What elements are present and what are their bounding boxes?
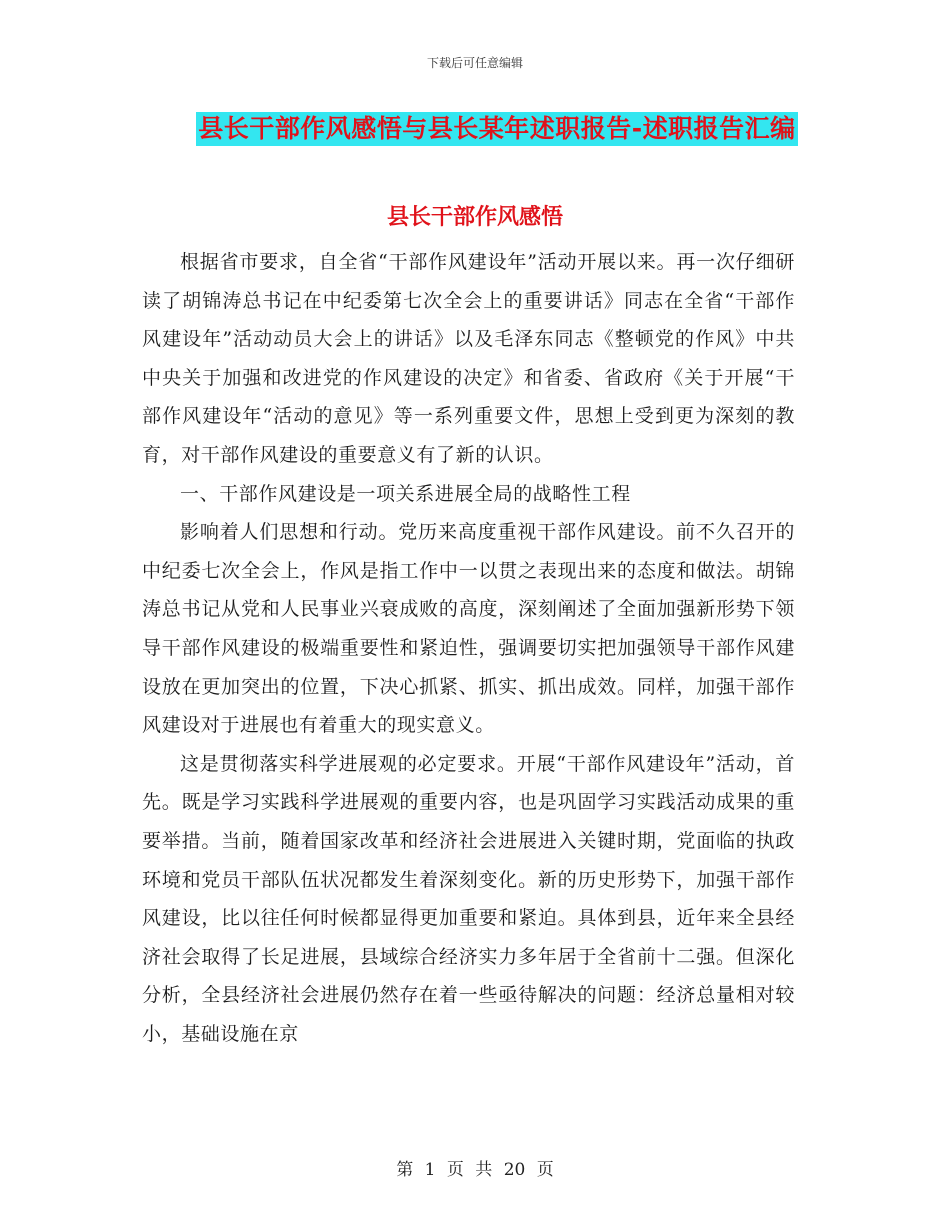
page-header-note: 下载后可任意编辑 [426, 56, 523, 70]
paragraph-3: 影响着人们思想和行动。党历来高度重视干部作风建设。前不久召开的中纪委七次全会上，作风是指工作中一以贯之表现出来的态度和做法。胡锦涛总书记从党和人民事业兴衰成败的高度，深刻阐述了全面加强新形势下领导干部作风建设的极端重要性和紧迫性，强调要切实把加强领导干部作风建设放在更加突出的位置，下决心抓紧、抓实、抓出成效。同样，加强干部作风建设对于进展也有着重大的现实意义。 [142, 521, 795, 737]
paragraph-4: 这是贯彻落实科学进展观的必定要求。开展“干部作风建设年”活动，首先。既是学习实践科学进展观的重要内容，也是巩固学习实践活动成果的重要举措。当前，随着国家改革和经济社会进展进入关键时期，党面临的执政环境和党员干部队伍状况都发生着深刻变化。新的历史形势下，加强干部作风建设，比以往任何时候都显得更加重要和紧迫。具体到县，近年来全县经济社会取得了长足进展，县域综合经济实力多年居于全省前十二强。但深化分析，全县经济社会进展仍然存在着一些亟待解决的问题：经济总量相对较小，基础设施在京 [142, 752, 795, 1045]
footer-label-unit: 页 [446, 1160, 464, 1180]
page-footer [0, 1155, 950, 1180]
footer-current-page: 1 [424, 1160, 436, 1180]
document-body [142, 243, 795, 1053]
document-title: 县长干部作风感悟与县长某年述职报告-述职报告汇编 [196, 112, 797, 146]
footer-label-unit2: 页 [536, 1160, 554, 1180]
paragraph-2-heading: 一、干部作风建设是一项关系进展全局的战略性工程 [180, 482, 631, 505]
footer-total-pages: 20 [503, 1160, 526, 1180]
footer-label-page: 第 [396, 1160, 414, 1180]
footer-label-total: 共 [475, 1160, 493, 1180]
paragraph-1: 根据省市要求，自全省“干部作风建设年”活动开展以来。再一次仔细研读了胡锦涛总书记在中纪委第七次全会上的重要讲话》同志在全省“干部作风建设年”活动动员大会上的讲话》以及毛泽东同志《整顿党的作风》中共中央关于加强和改进党的作风建设的决定》和省委、省政府《关于开展“干部作风建设年“活动的意见》等一系列重要文件，思想上受到更为深刻的教育，对干部作风建设的重要意义有了新的认识。 [142, 251, 795, 466]
section-title: 县长干部作风感悟 [386, 205, 563, 230]
document-title-container [0, 112, 950, 146]
